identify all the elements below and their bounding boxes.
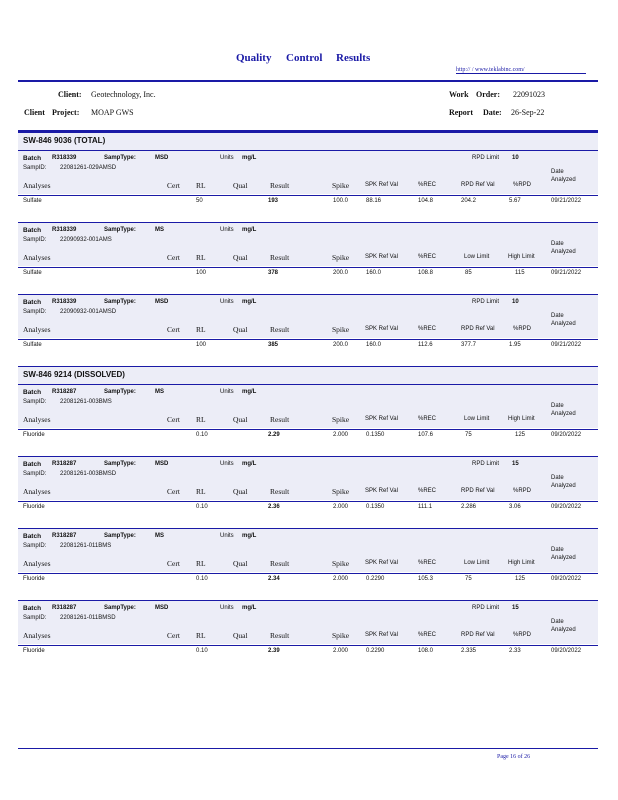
col-spike: Spike [332,325,350,334]
analyte-name: Fluoride [23,432,45,438]
spk-ref-value: 0.1350 [366,432,385,438]
col-rpd: %RPD [513,488,532,494]
units-label: Units [220,605,234,611]
date-analyzed-value: 09/21/2022 [551,198,582,204]
block-top-rule [18,600,598,601]
rpd-ref-value: 2.286 [461,504,477,510]
col-rl: RL [196,253,206,262]
analyte-name: Fluoride [23,576,45,582]
col-spike: Spike [332,631,350,640]
units-label: Units [220,389,234,395]
col-analyses: Analyses [23,181,51,190]
rpd-value: 3.06 [509,504,521,510]
col-analyses: Analyses [23,325,51,334]
analyte-name: Sulfate [23,198,42,204]
col-rpd-ref-val: RPD Ref Val [461,326,495,332]
samptype-label: SampType: [104,605,136,611]
high-limit-value: 125 [515,576,526,582]
client-label: Client: [58,90,82,99]
col-spk-ref-val: SPK Ref Val [365,488,398,494]
date-analyzed-label-2: Analyzed [551,627,576,633]
block-header-rule [18,573,598,574]
col-cert: Cert [167,487,180,496]
rl-value: 0.10 [196,504,208,510]
col-qual: Qual [233,487,248,496]
section-rule [18,132,598,133]
batch-label: Batch [23,155,42,162]
samptype-value: MS [155,533,164,539]
section-rule [18,366,598,367]
sampid-label: SampID: [23,399,47,405]
col-cert: Cert [167,631,180,640]
samptype-value: MS [155,227,164,233]
col-rpd: %RPD [513,632,532,638]
rpd-limit-value: 15 [512,461,519,467]
col-result: Result [270,253,290,262]
date-analyzed-label-1: Date [551,241,564,247]
col-spike: Spike [332,415,350,424]
samptype-label: SampType: [104,461,136,467]
col-cert: Cert [167,415,180,424]
units-value: mg/L [242,533,257,539]
block-header-rule [18,501,598,502]
date-analyzed-value: 09/21/2022 [551,342,582,348]
rpd-limit-value: 15 [512,605,519,611]
result-value: 2.36 [268,504,280,510]
low-limit-value: 75 [465,576,472,582]
project-value: MOAP GWS [91,108,134,117]
col-analyses: Analyses [23,253,51,262]
batch-label: Batch [23,389,42,396]
batch-id: R318287 [52,389,77,395]
qc-batch-block [18,600,598,656]
batch-id: R318287 [52,461,77,467]
units-label: Units [220,533,234,539]
client-project-label-2: Project: [52,108,80,117]
date-analyzed-label-1: Date [551,547,564,553]
col-analyses: Analyses [23,415,51,424]
block-top-rule [18,294,598,295]
samptype-value: MSD [155,155,169,161]
col-cert: Cert [167,181,180,190]
col-rec: %REC [418,326,437,332]
col-spk-ref-val: SPK Ref Val [365,560,398,566]
col-cert: Cert [167,559,180,568]
batch-id: R318339 [52,155,77,161]
col-result: Result [270,415,290,424]
date-analyzed-label-1: Date [551,619,564,625]
col-cert: Cert [167,253,180,262]
samptype-label: SampType: [104,227,136,233]
col-qual: Qual [233,181,248,190]
batch-id: R318287 [52,605,77,611]
sampid-value: 22090932-001AMSD [60,309,117,315]
rec-value: 112.6 [418,342,433,348]
batch-label: Batch [23,533,42,540]
rl-value: 100 [196,342,207,348]
col-high-limit: High Limit [508,416,535,422]
block-top-rule [18,456,598,457]
rl-value: 0.10 [196,576,208,582]
sampid-value: 22081261-029AMSD [60,165,117,171]
col-result: Result [270,631,290,640]
date-analyzed-value: 09/21/2022 [551,270,582,276]
title-word-control: Control [286,52,323,64]
date-analyzed-label-2: Analyzed [551,249,576,255]
col-qual: Qual [233,559,248,568]
batch-id: R318339 [52,299,77,305]
spk-ref-value: 160.0 [366,270,382,276]
batch-label: Batch [23,299,42,306]
col-analyses: Analyses [23,487,51,496]
col-rl: RL [196,415,206,424]
spk-ref-value: 0.2290 [366,576,385,582]
col-result: Result [270,325,290,334]
col-rpd: %RPD [513,182,532,188]
title-word-results: Results [336,52,371,64]
result-value: 2.39 [268,648,280,654]
block-header-rule [18,267,598,268]
batch-label: Batch [23,227,42,234]
page-number: Page 16 of 26 [497,754,531,760]
col-rec: %REC [418,632,437,638]
section-title: SW-846 9036 (TOTAL) [23,136,106,145]
batch-label: Batch [23,461,42,468]
col-rl: RL [196,181,206,190]
col-qual: Qual [233,253,248,262]
block-top-rule [18,150,598,151]
spike-value: 200.0 [333,270,349,276]
qc-batch-block [18,150,598,206]
block-header-rule [18,645,598,646]
rl-value: 0.10 [196,432,208,438]
rpd-limit-label: RPD Limit [472,155,500,161]
result-value: 2.34 [268,576,280,582]
col-rl: RL [196,631,206,640]
samptype-value: MSD [155,461,169,467]
report-date-value: 26-Sep-22 [511,108,545,117]
title-word-quality: Quality [236,52,272,64]
samptype-label: SampType: [104,389,136,395]
col-low-limit: Low Limit [464,416,490,422]
date-analyzed-value: 09/20/2022 [551,504,582,510]
samptype-value: MSD [155,605,169,611]
col-result: Result [270,487,290,496]
spike-value: 100.0 [333,198,349,204]
high-limit-value: 115 [515,270,525,276]
block-header-rule [18,339,598,340]
spike-value: 2.000 [333,504,349,510]
date-analyzed-label-2: Analyzed [551,321,576,327]
sampid-label: SampID: [23,615,47,621]
col-result: Result [270,181,290,190]
col-spk-ref-val: SPK Ref Val [365,416,398,422]
block-header-rule [18,429,598,430]
analyte-name: Fluoride [23,504,45,510]
rec-value: 111.1 [418,504,433,510]
rl-value: 0.10 [196,648,208,654]
col-spk-ref-val: SPK Ref Val [365,182,398,188]
result-value: 193 [268,198,279,204]
units-label: Units [220,299,234,305]
col-result: Result [270,559,290,568]
units-value: mg/L [242,299,257,305]
result-value: 378 [268,270,279,276]
sampid-value: 22081261-011BMSD [60,615,116,621]
col-spk-ref-val: SPK Ref Val [365,254,398,260]
col-rec: %REC [418,488,437,494]
rec-value: 108.0 [418,648,434,654]
method-section-header [18,366,598,384]
website-link[interactable]: http:// / www.teklabinc.com/ [456,67,586,74]
result-value: 2.29 [268,432,280,438]
low-limit-value: 85 [465,270,472,276]
col-rpd-ref-val: RPD Ref Val [461,182,495,188]
rpd-value: 1.95 [509,342,521,348]
rpd-limit-value: 10 [512,299,519,305]
col-rec: %REC [418,560,437,566]
col-rec: %REC [418,416,437,422]
date-analyzed-value: 09/20/2022 [551,648,582,654]
col-spk-ref-val: SPK Ref Val [365,632,398,638]
spk-ref-value: 160.0 [366,342,382,348]
rpd-limit-label: RPD Limit [472,299,500,305]
col-spike: Spike [332,487,350,496]
date-analyzed-label-2: Analyzed [551,483,576,489]
report-date-label-1: Report [449,108,473,117]
col-spk-ref-val: SPK Ref Val [365,326,398,332]
spk-ref-value: 88.16 [366,198,382,204]
sampid-value: 22081261-011BMS [60,543,112,549]
block-header-rule [18,195,598,196]
rpd-limit-value: 10 [512,155,519,161]
sampid-value: 22081261-003BMS [60,399,112,405]
rec-value: 108.8 [418,270,434,276]
qc-batch-block [18,456,598,512]
col-qual: Qual [233,325,248,334]
col-analyses: Analyses [23,559,51,568]
units-value: mg/L [242,155,257,161]
analyte-name: Sulfate [23,270,42,276]
col-analyses: Analyses [23,631,51,640]
sampid-label: SampID: [23,543,47,549]
batch-id: R318287 [52,533,77,539]
col-rl: RL [196,487,206,496]
work-order-value: 22091023 [513,90,545,99]
date-analyzed-label-1: Date [551,403,564,409]
block-top-rule [18,528,598,529]
high-limit-value: 125 [515,432,526,438]
date-analyzed-label-2: Analyzed [551,411,576,417]
sampid-label: SampID: [23,471,47,477]
qc-batch-block [18,528,598,584]
qc-batch-block [18,222,598,278]
date-analyzed-label-2: Analyzed [551,177,576,183]
report-date-label-2: Date: [483,108,502,117]
col-rec: %REC [418,254,437,260]
sampid-value: 22090932-001AMS [60,237,112,243]
rpd-limit-label: RPD Limit [472,461,500,467]
rl-value: 50 [196,198,203,204]
low-limit-value: 75 [465,432,472,438]
units-value: mg/L [242,605,257,611]
col-spike: Spike [332,559,350,568]
work-order-label-1: Work [449,90,469,99]
spike-value: 200.0 [333,342,349,348]
rec-value: 104.8 [418,198,434,204]
date-analyzed-label-1: Date [551,313,564,319]
date-analyzed-label-1: Date [551,169,564,175]
units-value: mg/L [242,227,257,233]
samptype-label: SampType: [104,155,136,161]
date-analyzed-value: 09/20/2022 [551,576,582,582]
col-cert: Cert [167,325,180,334]
client-project-label-1: Client [24,108,45,117]
date-analyzed-label-1: Date [551,475,564,481]
units-label: Units [220,227,234,233]
spk-ref-value: 0.2290 [366,648,385,654]
sampid-label: SampID: [23,309,47,315]
result-value: 385 [268,342,279,348]
date-analyzed-label-2: Analyzed [551,555,576,561]
rpd-value: 5.67 [509,198,521,204]
rpd-ref-value: 204.2 [461,198,477,204]
rpd-ref-value: 2.335 [461,648,477,654]
col-qual: Qual [233,415,248,424]
col-rpd-ref-val: RPD Ref Val [461,488,495,494]
samptype-label: SampType: [104,299,136,305]
batch-label: Batch [23,605,42,612]
col-rpd-ref-val: RPD Ref Val [461,632,495,638]
col-high-limit: High Limit [508,560,535,566]
qc-batch-block [18,384,598,440]
footer-rule [18,748,598,749]
col-rl: RL [196,559,206,568]
section-title: SW-846 9214 (DISSOLVED) [23,370,125,379]
spike-value: 2.000 [333,648,349,654]
rec-value: 105.3 [418,576,434,582]
qc-batch-block [18,294,598,350]
rpd-value: 2.33 [509,648,521,654]
col-rl: RL [196,325,206,334]
samptype-value: MS [155,389,164,395]
units-value: mg/L [242,461,257,467]
date-analyzed-value: 09/20/2022 [551,432,582,438]
rec-value: 107.6 [418,432,434,438]
sampid-value: 22081261-003BMSD [60,471,117,477]
client-value: Geotechnology, Inc. [91,90,156,99]
analyte-name: Fluoride [23,648,45,654]
col-low-limit: Low Limit [464,254,490,260]
method-section-header [18,132,598,150]
sampid-label: SampID: [23,237,47,243]
units-label: Units [220,155,234,161]
work-order-label-2: Order: [476,90,500,99]
spk-ref-value: 0.1350 [366,504,385,510]
col-spike: Spike [332,181,350,190]
batch-id: R318339 [52,227,77,233]
units-label: Units [220,461,234,467]
col-low-limit: Low Limit [464,560,490,566]
col-rec: %REC [418,182,437,188]
analyte-name: Sulfate [23,342,42,348]
sampid-label: SampID: [23,165,47,171]
block-top-rule [18,384,598,385]
rpd-limit-label: RPD Limit [472,605,500,611]
col-rpd: %RPD [513,326,532,332]
units-value: mg/L [242,389,257,395]
rpd-ref-value: 377.7 [461,342,477,348]
spike-value: 2.000 [333,576,349,582]
col-high-limit: High Limit [508,254,535,260]
header-top-rule [18,80,598,82]
spike-value: 2.000 [333,432,349,438]
block-top-rule [18,222,598,223]
col-qual: Qual [233,631,248,640]
samptype-label: SampType: [104,533,136,539]
rl-value: 100 [196,270,207,276]
col-spike: Spike [332,253,350,262]
samptype-value: MSD [155,299,169,305]
